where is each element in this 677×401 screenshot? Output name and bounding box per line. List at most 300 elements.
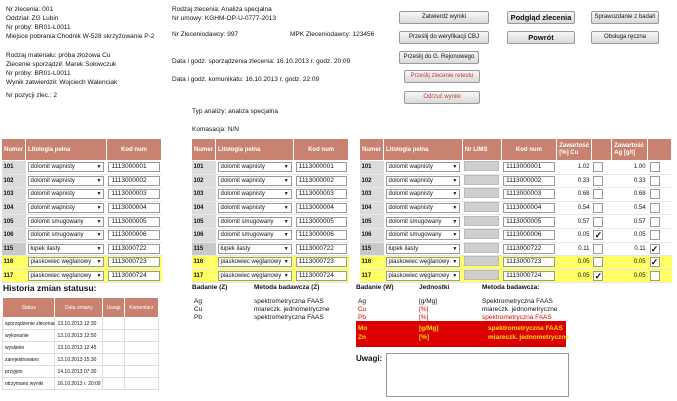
zlecenie-sporzadzil: Zlecenie sporządził: Marek Sołowczuk	[6, 61, 117, 68]
check-cell	[648, 174, 672, 188]
lims-field	[464, 256, 499, 266]
table-row	[192, 269, 349, 283]
ag-value: 0.05	[612, 269, 648, 283]
history-date: 13.10.2013 12:30	[55, 318, 103, 330]
table-row	[2, 161, 162, 175]
lims-field	[464, 161, 499, 171]
przeslij-g-rejonowego-button[interactable]: Prześlij do G. Rejonowego	[399, 51, 479, 64]
kod-field[interactable]: 1113000722	[296, 244, 347, 254]
sample-number: 105	[360, 215, 384, 229]
kod-cell	[294, 256, 349, 270]
kod-field[interactable]: 1113000003	[296, 189, 347, 199]
chevron-down-icon: ▼	[96, 205, 102, 212]
check-cell	[591, 174, 611, 188]
kod-field[interactable]: 1113000005	[503, 217, 555, 227]
chevron-down-icon: ▼	[452, 259, 458, 266]
check-cell	[648, 161, 672, 175]
badanie-w-header: Badanie (W)	[356, 284, 394, 291]
table-row	[192, 161, 349, 175]
col-lims: Nr LIMS	[462, 139, 501, 161]
kod-cell	[106, 188, 161, 202]
lims-field	[464, 202, 499, 212]
check-cell	[591, 242, 611, 256]
cu-checkbox[interactable]	[593, 176, 603, 186]
litologia-select[interactable]	[386, 176, 461, 186]
chevron-down-icon: ▼	[283, 259, 289, 266]
cu-checkbox[interactable]	[593, 189, 603, 199]
litologia-cell	[216, 215, 294, 229]
lims-cell	[462, 228, 501, 242]
jednostki-header: Jednostki	[419, 284, 450, 291]
litologia-cell	[384, 269, 463, 283]
litologia-value: piaskowiec węglanowy	[388, 259, 450, 266]
litologia-select[interactable]	[218, 271, 292, 281]
litologia-select[interactable]	[386, 271, 461, 281]
litologia-cell	[26, 256, 107, 270]
sample-number: 105	[2, 215, 26, 229]
litologia-cell	[26, 188, 107, 202]
sample-number: 116	[360, 256, 384, 270]
check-cell	[648, 215, 672, 229]
nr-zlecenia: Nr zlecenia: 001	[6, 6, 53, 13]
cu-checkbox[interactable]: ✓	[594, 230, 603, 241]
litologia-value: dolomit smugowany	[388, 232, 442, 239]
ag-value: 0.54	[612, 201, 648, 215]
litologia-cell	[26, 269, 107, 283]
litologia-select[interactable]	[386, 162, 461, 172]
sample-grid-1	[1, 138, 162, 283]
history-row	[3, 318, 159, 330]
table-row	[192, 201, 349, 215]
wynik-zatwierdzil: Wynik zatwierdził: Wojciech Walenciak	[6, 79, 118, 86]
method-w-name: miareczk. jednometryczne	[482, 306, 558, 313]
chevron-down-icon: ▼	[96, 177, 102, 184]
miejsce-pobrania: Miejsce pobrania:Chodnik W-528 skrzyżowanie P-2	[6, 33, 155, 40]
litologia-select[interactable]	[218, 162, 292, 172]
litologia-select[interactable]	[218, 257, 292, 267]
check-cell	[648, 242, 672, 256]
rodzaj-materialu: Rodzaj materiału: próba złożowa Cu	[6, 52, 111, 59]
chevron-down-icon: ▼	[452, 177, 458, 184]
litologia-value: łupek ilasty	[220, 245, 251, 252]
uwagi-label: Uwagi:	[356, 354, 383, 363]
sample-number: 105	[192, 215, 216, 229]
history-status: wykonanie	[3, 330, 55, 342]
table-row	[360, 161, 672, 175]
litologia-select[interactable]	[28, 257, 105, 267]
litologia-select[interactable]	[386, 257, 461, 267]
lims-cell	[462, 188, 501, 202]
table-row	[2, 188, 162, 202]
uwagi-textarea[interactable]	[386, 353, 569, 397]
cu-checkbox[interactable]	[593, 257, 603, 267]
typ-analizy: Typ analizy: analiza specjalna	[192, 108, 278, 115]
cu-value: 0.54	[557, 201, 592, 215]
history-col-status: Status	[3, 298, 55, 318]
kod-field[interactable]: 1113000005	[108, 217, 159, 227]
litologia-select[interactable]	[28, 217, 105, 227]
litologia-select[interactable]	[218, 203, 292, 213]
method-w-unit: [%]	[419, 306, 429, 313]
history-komentarz	[124, 318, 158, 330]
col-kod: Kod num	[294, 139, 349, 161]
litologia-value: piaskowiec węglanowy	[30, 273, 92, 280]
history-title: Historia zmian statusu:	[3, 283, 97, 293]
kod-field[interactable]: 1113000006	[108, 230, 159, 240]
kod-field[interactable]: 1113000722	[503, 244, 555, 254]
sample-number: 104	[192, 201, 216, 215]
lims-cell	[462, 161, 501, 175]
kod-field[interactable]: 1113000723	[108, 257, 159, 267]
cu-checkbox[interactable]: ✓	[594, 271, 603, 282]
kod-field[interactable]: 1113000004	[503, 203, 555, 213]
history-komentarz	[124, 330, 158, 342]
ag-checkbox[interactable]	[650, 271, 660, 281]
method-z-element: Ag	[194, 298, 202, 305]
litologia-value: łupek ilasty	[388, 245, 419, 252]
method-z-name: spektrometryczna FAAS	[254, 298, 324, 305]
chevron-down-icon: ▼	[452, 245, 458, 252]
odrzuc-wyniki-button[interactable]: Odrzuć wyniki	[404, 91, 480, 104]
litologia-value: dolomit smugowany	[30, 232, 84, 239]
chevron-down-icon: ▼	[283, 218, 289, 225]
chevron-down-icon: ▼	[283, 205, 289, 212]
ag-checkbox[interactable]: ✓	[650, 257, 659, 268]
kod-field[interactable]: 1113000003	[108, 189, 159, 199]
history-row	[3, 354, 159, 366]
litologia-cell	[26, 215, 107, 229]
kod-cell	[294, 188, 349, 202]
cu-checkbox[interactable]	[593, 217, 603, 227]
data-komunikatu: Data i godz. komunikatu: 16.10.2013 r. godz. 22:09	[172, 76, 320, 83]
kod-cell	[106, 215, 161, 229]
litologia-value: dolomit smugowany	[30, 218, 84, 225]
litologia-value: dolomit wapnisty	[30, 205, 75, 212]
table-row	[2, 242, 162, 256]
kod-field[interactable]: 1113000724	[108, 271, 159, 281]
litologia-select[interactable]	[218, 217, 292, 227]
table-row	[192, 242, 349, 256]
sample-number: 101	[192, 161, 216, 175]
ag-checkbox[interactable]	[650, 230, 660, 240]
kod-field[interactable]: 1113000002	[503, 176, 555, 186]
cu-value: 0.05	[557, 256, 592, 270]
method-z-element: Cu	[194, 306, 203, 313]
col-litologia: Litologia pełna	[216, 139, 294, 161]
litologia-cell	[26, 228, 107, 242]
ag-value: 0.68	[612, 188, 648, 202]
sprawozdanie-button[interactable]: Sprawozdanie z badań	[591, 11, 659, 24]
cu-checkbox[interactable]	[593, 203, 603, 213]
ag-checkbox[interactable]	[650, 203, 660, 213]
cu-value: 0.11	[557, 242, 592, 256]
kod-cell	[294, 215, 349, 229]
history-status: wysłanie	[3, 342, 55, 354]
litologia-value: łupek ilasty	[30, 245, 61, 252]
lims-field	[464, 216, 499, 226]
history-date: 13.10.2013 12:50	[55, 330, 103, 342]
litologia-select[interactable]	[218, 176, 292, 186]
table-row	[2, 201, 162, 215]
kod-field[interactable]: 1113000004	[108, 203, 159, 213]
chevron-down-icon: ▼	[452, 218, 458, 225]
litologia-select[interactable]	[386, 244, 461, 254]
kod-field[interactable]: 1113000723	[503, 257, 555, 267]
sample-number: 117	[2, 269, 26, 283]
litologia-select[interactable]	[28, 189, 105, 199]
litologia-select[interactable]	[386, 230, 461, 240]
ag-value: 1.00	[612, 161, 648, 175]
litologia-cell	[26, 242, 107, 256]
lims-field	[464, 175, 499, 185]
check-cell	[648, 256, 672, 270]
table-row	[360, 201, 672, 215]
litologia-value: dolomit wapnisty	[220, 177, 265, 184]
kod-field[interactable]: 1113000005	[296, 217, 347, 227]
cu-value: 0.05	[557, 269, 592, 283]
nr-proby: Nr próby: BR01-L0011	[6, 24, 71, 31]
table-row	[2, 215, 162, 229]
table-row	[192, 228, 349, 242]
chevron-down-icon: ▼	[96, 245, 102, 252]
litologia-select[interactable]	[386, 189, 461, 199]
litologia-select[interactable]	[28, 271, 105, 281]
kod-cell	[501, 161, 557, 175]
col-numer: Numer	[2, 139, 26, 161]
lims-cell	[462, 174, 501, 188]
lims-field	[464, 270, 499, 280]
kod-field[interactable]: 1113000001	[503, 162, 555, 172]
litologia-cell	[216, 161, 294, 175]
litologia-value: dolomit wapnisty	[388, 164, 433, 171]
litologia-value: piaskowiec węglanowy	[220, 273, 282, 280]
method-w-red-unit: [g/Mg]	[419, 325, 439, 332]
litologia-select[interactable]	[28, 203, 105, 213]
litologia-value: dolomit wapnisty	[30, 191, 75, 198]
obsluga-reczna-button[interactable]: Obsługa ręczna	[591, 31, 659, 44]
kod-cell	[106, 228, 161, 242]
litologia-cell	[384, 201, 463, 215]
kod-cell	[106, 242, 161, 256]
sample-number: 106	[2, 228, 26, 242]
kod-cell	[106, 269, 161, 283]
method-w-red-element: Zn	[358, 334, 366, 341]
litologia-select[interactable]	[28, 162, 105, 172]
zatwierdz-wyniki-button[interactable]: Zatwierdź wyniki	[399, 11, 489, 24]
chevron-down-icon: ▼	[452, 205, 458, 212]
history-col-date: Data zmiany	[55, 298, 103, 318]
history-status: sporządzenie zlecenia	[3, 318, 55, 330]
lims-cell	[462, 269, 501, 283]
table-row	[192, 174, 349, 188]
history-date: 14.10.2013 07:30	[55, 366, 103, 378]
history-uwagi	[103, 342, 124, 354]
litologia-value: piaskowiec węglanowy	[388, 273, 450, 280]
method-w-element: Cu	[358, 306, 367, 313]
sample-number: 106	[192, 228, 216, 242]
method-w-element: Ag	[358, 298, 366, 305]
history-uwagi	[103, 330, 124, 342]
check-cell	[648, 201, 672, 215]
table-row	[192, 256, 349, 270]
kod-cell	[106, 256, 161, 270]
kod-field[interactable]: 1113000002	[108, 176, 159, 186]
sample-number: 115	[360, 242, 384, 256]
kod-field[interactable]: 1113000001	[296, 162, 347, 172]
litologia-cell	[384, 256, 463, 270]
method-z-name: miareczk. jednometryczne	[254, 306, 330, 313]
history-row	[3, 378, 159, 390]
kod-field[interactable]: 1113000004	[296, 203, 347, 213]
sample-number: 116	[2, 256, 26, 270]
chevron-down-icon: ▼	[452, 232, 458, 239]
sample-number: 103	[2, 188, 26, 202]
litologia-value: piaskowiec węglanowy	[220, 259, 282, 266]
lims-cell	[462, 256, 501, 270]
kod-cell	[501, 215, 557, 229]
kod-field[interactable]: 1113000723	[296, 257, 347, 267]
oddzial: Oddział: ZG Lubin	[6, 15, 59, 22]
litologia-cell	[26, 174, 107, 188]
table-row	[360, 228, 672, 242]
kod-cell	[501, 188, 557, 202]
ag-value: 0.05	[612, 256, 648, 270]
ag-checkbox[interactable]	[650, 189, 660, 199]
sample-number: 117	[360, 269, 384, 283]
litologia-select[interactable]	[218, 189, 292, 199]
litologia-cell	[384, 174, 463, 188]
litologia-select[interactable]	[28, 230, 105, 240]
metoda-z-header: Metoda badawcza (Z)	[254, 284, 320, 291]
kod-cell	[501, 256, 557, 270]
check-cell	[591, 269, 611, 283]
table-row	[360, 215, 672, 229]
kod-field[interactable]: 1113000002	[296, 176, 347, 186]
table-row	[360, 269, 672, 283]
kod-field[interactable]: 1113000724	[503, 271, 555, 281]
history-date: 13.10.2013 15:30	[55, 354, 103, 366]
col-numer: Numer	[360, 139, 384, 161]
kod-field[interactable]: 1113000001	[108, 162, 159, 172]
cu-value: 1.02	[557, 161, 592, 175]
history-col-uwagi: Uwagi	[103, 298, 124, 318]
lims-cell	[462, 201, 501, 215]
kod-field[interactable]: 1113000003	[503, 189, 555, 199]
litologia-select[interactable]	[28, 244, 105, 254]
chevron-down-icon: ▼	[283, 164, 289, 171]
method-w-unit: [%]	[419, 314, 429, 321]
litologia-select[interactable]	[386, 217, 461, 227]
litologia-select[interactable]	[218, 244, 292, 254]
ag-checkbox[interactable]: ✓	[650, 243, 659, 254]
method-z-name: spektrometryczna FAAS	[254, 314, 324, 321]
litologia-cell	[216, 242, 294, 256]
podglad-zlecenia-button[interactable]: Podgląd zlecenia	[507, 11, 575, 24]
powrot-button[interactable]: Powrót	[507, 31, 575, 44]
check-cell	[648, 228, 672, 242]
litologia-cell	[216, 269, 294, 283]
sample-number: 117	[192, 269, 216, 283]
ag-checkbox[interactable]	[650, 162, 660, 172]
cu-checkbox[interactable]	[593, 162, 603, 172]
litologia-value: dolomit wapnisty	[30, 177, 75, 184]
retest-button[interactable]: Prześlij zlecenie retestu	[404, 70, 480, 83]
history-uwagi	[103, 318, 124, 330]
col-zawartosc-ag: Zawartość Ag [g/t]	[612, 139, 648, 161]
lims-cell	[462, 242, 501, 256]
table-row	[2, 228, 162, 242]
sample-number: 103	[192, 188, 216, 202]
ag-checkbox[interactable]	[650, 217, 660, 227]
history-uwagi	[103, 366, 124, 378]
method-w-element: Pb	[358, 314, 366, 321]
cu-value: 0.57	[557, 215, 592, 229]
history-komentarz	[124, 354, 158, 366]
col-litologia: Litologia pełna	[26, 139, 107, 161]
col-check-1	[591, 139, 611, 161]
kod-cell	[501, 228, 557, 242]
history-status: otrzymano wyniki	[3, 378, 55, 390]
kod-cell	[294, 228, 349, 242]
przeslij-cbj-button[interactable]: Prześlij do weryfikacji CBJ	[399, 31, 489, 44]
kod-field[interactable]: 1113000722	[108, 244, 159, 254]
kod-cell	[106, 161, 161, 175]
data-sporzadzenia: Data i godz. sporządzenia zlecenia: 16.10.2013 r. godz. 20:09	[172, 58, 351, 65]
sample-number: 116	[192, 256, 216, 270]
cu-checkbox[interactable]	[593, 244, 603, 254]
sample-number: 106	[360, 228, 384, 242]
chevron-down-icon: ▼	[283, 245, 289, 252]
badanie-z-header: Badanie (Z)	[192, 284, 228, 291]
litologia-cell	[216, 188, 294, 202]
litologia-cell	[216, 201, 294, 215]
chevron-down-icon: ▼	[283, 273, 289, 280]
kod-cell	[294, 161, 349, 175]
col-numer: Numer	[192, 139, 216, 161]
check-cell	[591, 188, 611, 202]
lims-cell	[462, 215, 501, 229]
litologia-cell	[384, 242, 463, 256]
litologia-value: dolomit wapnisty	[220, 164, 265, 171]
kod-field[interactable]: 1113000006	[296, 230, 347, 240]
kod-cell	[501, 174, 557, 188]
ag-value: 0.33	[612, 174, 648, 188]
sample-grid-3	[359, 138, 672, 283]
ag-checkbox[interactable]	[650, 176, 660, 186]
method-w-name: Spektrometryczna FAAS	[482, 298, 553, 305]
table-row	[2, 256, 162, 270]
table-row	[2, 174, 162, 188]
kod-field[interactable]: 1113000006	[503, 230, 555, 240]
kod-field[interactable]: 1113000724	[296, 271, 347, 281]
litologia-cell	[216, 174, 294, 188]
chevron-down-icon: ▼	[96, 259, 102, 266]
kod-cell	[501, 201, 557, 215]
history-col-komentarz: Komentarz	[124, 298, 158, 318]
litologia-select[interactable]	[386, 203, 461, 213]
ag-value: 0.11	[612, 242, 648, 256]
check-cell	[591, 201, 611, 215]
method-w-red-name: spektrometryczna FAAS	[488, 325, 563, 332]
litologia-select[interactable]	[218, 230, 292, 240]
litologia-select[interactable]	[28, 176, 105, 186]
litologia-value: dolomit wapnisty	[388, 177, 433, 184]
chevron-down-icon: ▼	[96, 218, 102, 225]
method-w-name: spektrometryczna FAAS	[482, 314, 552, 321]
cu-value: 0.68	[557, 188, 592, 202]
check-cell	[591, 256, 611, 270]
col-check-2	[648, 139, 672, 161]
